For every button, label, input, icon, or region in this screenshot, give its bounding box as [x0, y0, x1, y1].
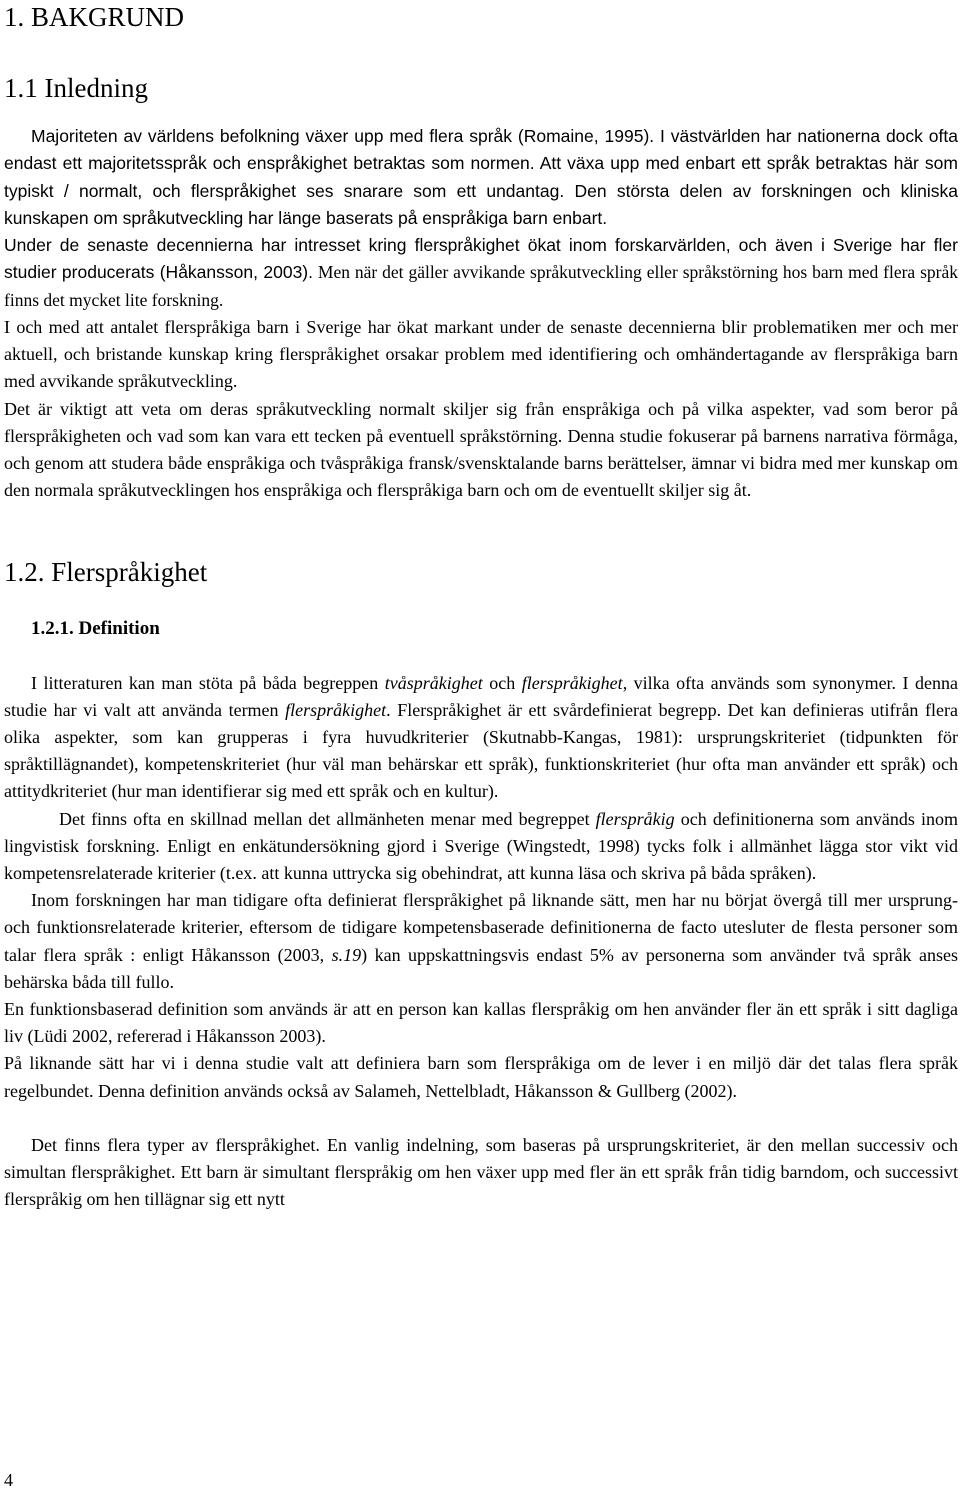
paragraph-definition-6: Det finns flera typer av flerspråkighet. En vanlig indelning, som baseras på ursprungskriteriet, är den mellan successiv och simultan flerspråkighet. Ett barn är simultant flerspråkig om hen växer upp med fler än ett språk från tidig barndom, och successivt flerspråkig om hen tillägnar sig ett nytt — [4, 1134, 958, 1210]
paragraph-inledning-2 — [4, 232, 958, 314]
section-title-flersprakighet: 1.2. Flerspråkighet — [4, 556, 208, 587]
text-span: ) kan uppskattningsvis endast 5% av personerna som använder två språk anses behärska båda till fullo. — [4, 944, 959, 992]
text-span: och definitionerna som används inom lingvistisk forskning. Enligt en enkätundersökning gjord i Sverige (Wingstedt, 1998) tycks folk i allmänhet lägga stor vikt vid kompetensrelaterade kriterier (t.ex. att kunna uttrycka sig obehindrat, att kunna läsa och skriva på båda språken). — [4, 808, 958, 883]
text-span: Inom forskningen har man tidigare ofta definierat flerspråkighet på liknande sätt, men har nu börjat övergå till mer ursprung- och funktionsrelaterade kriterier, eftersom de tidigare kompetensbaserade definitionerna de facto utesluter de flesta personer som talar flera språk : enligt Håkansson (2003, — [4, 890, 958, 965]
text-span: . — [386, 699, 391, 720]
paragraph-inledning-2-part-b: Men när det gäller avvikande språkutveckling eller språkstörning hos barn med flera språk finns det mycket lite forskning. — [4, 262, 958, 310]
paragraph-definition-1 — [4, 670, 958, 806]
italic-term: flerspråkig — [595, 808, 675, 829]
italic-term: flerspråkighet — [285, 699, 387, 720]
text-span: och — [482, 672, 522, 693]
paragraph-definition-3 — [4, 887, 958, 996]
page-number: 4 — [4, 1470, 13, 1490]
text-span: , vilka ofta används som synonymer. I denna studie har vi valt att använda termen — [4, 672, 958, 720]
chapter-title: 1. BAKGRUND — [4, 2, 185, 32]
subsection-title-definition: 1.2.1. Definition — [31, 617, 160, 639]
italic-term: tvåspråkighet — [384, 672, 483, 693]
paragraph-inledning-1: Majoriteten av världens befolkning växer upp med flera språk (Romaine, 1995). I västvärlden har nationerna dock ofta endast ett majoritetsspråk och enspråkighet betraktas som normen. Att växa upp med enbart ett språk betraktas här som typiskt / normalt, och flerspråkighet ses snarare som ett undantag. Den största delen av forskningen och kliniska kunskapen om språkutveckling har länge baserats på enspråkiga barn enbart. — [4, 126, 958, 228]
paragraph-definition-2 — [4, 806, 958, 888]
text-span: Det finns ofta en skillnad mellan det allmänheten menar med begreppet — [59, 808, 596, 829]
paragraph-definition-5: På liknande sätt har vi i denna studie valt att definiera barn som flerspråkiga om de lever i en miljö där det talas flera språk regelbundet. Denna definition används också av Salameh, Nettelbladt, Håkansson & Gullberg (2002). — [4, 1053, 958, 1101]
paragraph-inledning-4: Det är viktigt att veta om deras språkutveckling normalt skiljer sig från enspråkiga och på vilka aspekter, vad som beror på flerspråkigheten och vad som kan vara ett tecken på eventuell språkstörning. Denna studie fokuserar på barnens narrativa förmåga, och genom att studera både enspråkiga och tvåspråkiga fransk/svensktalande barns berättelser, ämnar vi bidra med mer kunskap om den normala språkutvecklingen hos enspråkiga och flerspråkiga barn och om de eventuellt skiljer sig åt. — [4, 398, 958, 501]
paragraph-inledning-3: I och med att antalet flerspråkiga barn i Sverige har ökat markant under de senaste decennierna blir problematiken mer och mer aktuell, och bristande kunskap kring flerspråkighet orsakar problem med identifiering och omhändertagande av flerspråkiga barn med avvikande språkutveckling. — [4, 317, 958, 392]
paragraph-inledning-2-part-a: Under de senaste decennierna har intresset kring flerspråkighet ökat inom forskarvärlden, och även i Sverige har fler studier producerats (Håkansson, 2003). — [4, 235, 958, 283]
section-title-inledning: 1.1 Inledning — [4, 73, 148, 103]
text-span: I litteraturen kan man stöta på båda begreppen — [31, 672, 385, 693]
paragraph-definition-4: En funktionsbaserad definition som används är att en person kan kallas flerspråkig om hen använder fler än ett språk i sitt dagliga liv (Lüdi 2002, refererad i Håkansson 2003). — [4, 998, 958, 1047]
text-span: Flerspråkighet är ett svårdefinierat begrepp. Det kan definieras utifrån flera olika aspekter, som kan grupperas i fyra huvudkriterier (Skutnabb-Kangas, 1981): ursprungskriteriet (tidpunkten för språktillägnandet), kompetenskriteriet (hur väl man behärskar ett språk), funktionskriteriet (hur ofta man använder ett språk) och attitydkriteriet (hur man identifierar sig med ett språk och en kultur). — [4, 699, 959, 802]
italic-term: flerspråkighet — [521, 672, 623, 693]
italic-term: s.19 — [331, 944, 362, 965]
document-page — [4, 0, 958, 1213]
